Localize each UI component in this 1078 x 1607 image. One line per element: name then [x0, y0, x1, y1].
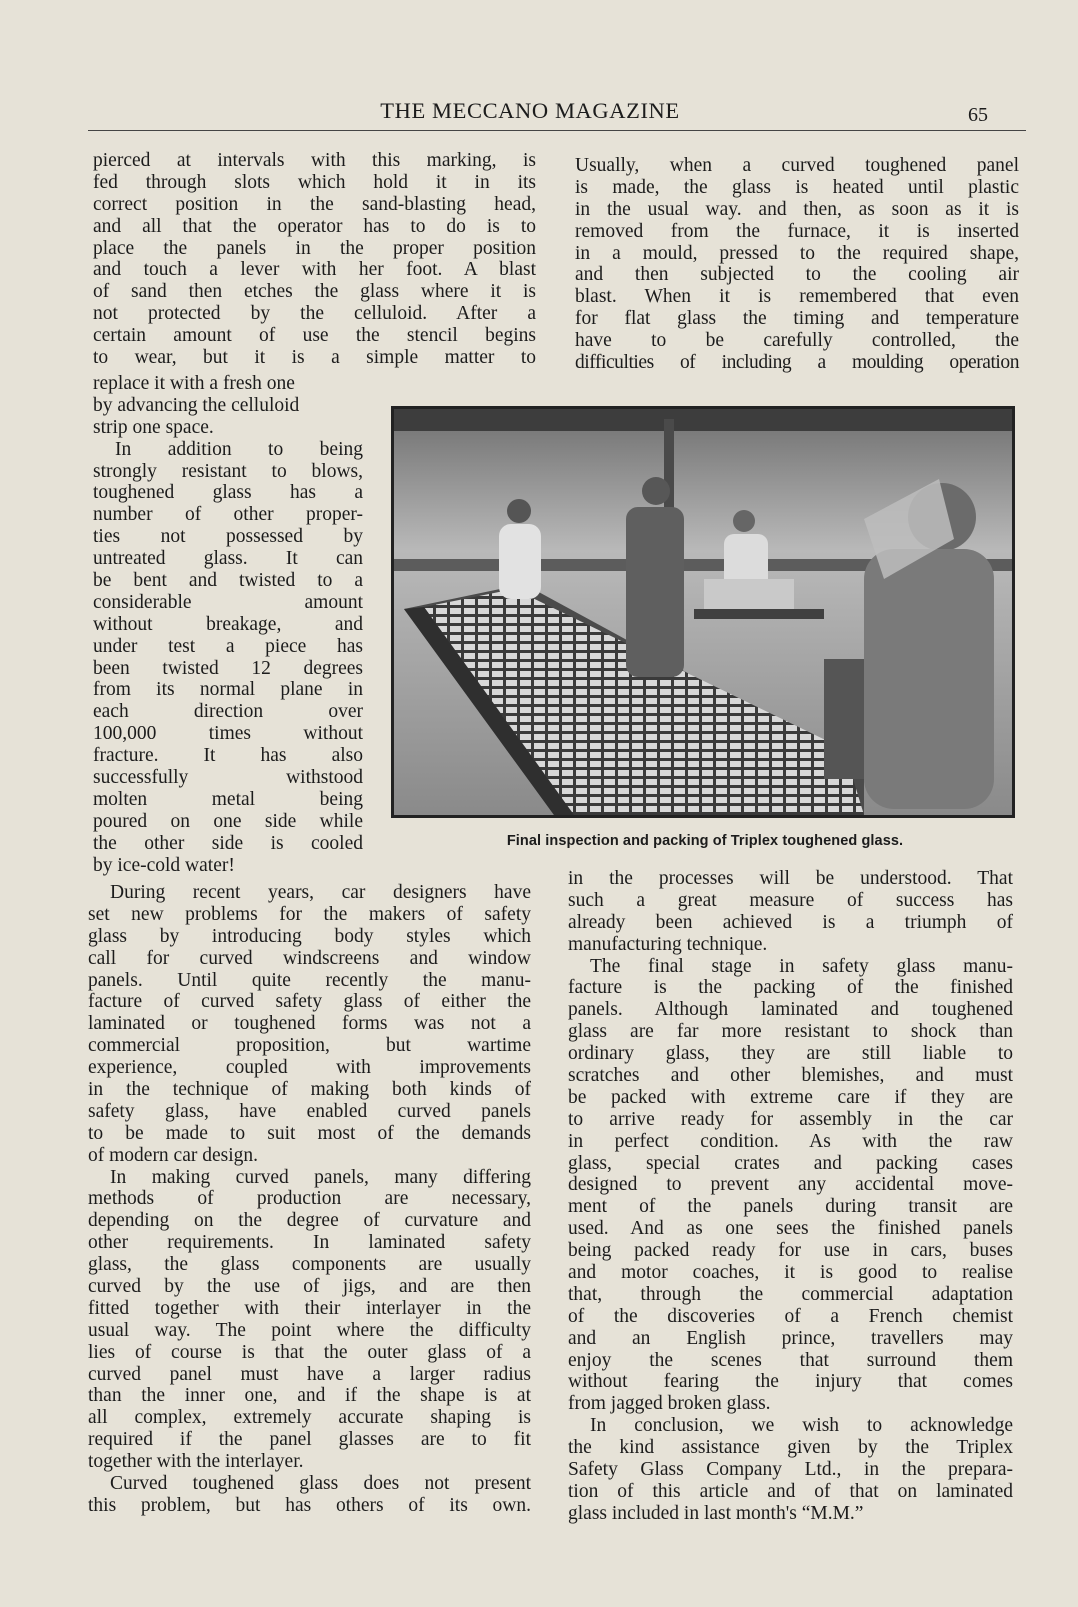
left-column-top — [93, 150, 536, 369]
text-line: usual way. The point where the difficulty — [88, 1319, 531, 1341]
right-column-top — [575, 155, 1019, 374]
text-line: other requirements. In laminated safety — [88, 1232, 531, 1254]
text-line: facture of curved safety glass of either the — [88, 991, 531, 1013]
text-line: of the discoveries of a French chemist — [568, 1305, 1013, 1327]
running-header: THE MECCANO MAGAZINE — [380, 98, 680, 123]
text-line: in the processes will be understood. That — [568, 868, 1013, 889]
text-line: successfully withstood — [93, 767, 363, 789]
text-line: 100,000 times without — [93, 723, 363, 745]
text-line: considerable amount — [93, 591, 363, 613]
text-line: scratches and other blemishes, and must — [568, 1065, 1013, 1087]
text-line: call for curved windscreens and window — [88, 947, 531, 969]
text-line: curved panel must have a larger radius — [88, 1363, 531, 1385]
text-line: and then subjected to the cooling air — [575, 264, 1019, 286]
text-line: correct position in the sand-blasting head, — [93, 193, 536, 215]
text-line: be bent and twisted to a — [93, 570, 363, 592]
text-line: from jagged broken glass. — [568, 1393, 771, 1415]
text-line: toughened glass has a — [93, 482, 363, 504]
text-line: in a mould, pressed to the required shape, — [575, 242, 1019, 264]
text-line: ment of the panels during transit are — [568, 1196, 1013, 1218]
text-line: glass, special crates and packing cases — [568, 1152, 1013, 1174]
text-line: pierced at intervals with this marking, is — [93, 150, 536, 171]
text-line: manufacturing technique. — [568, 933, 768, 955]
text-line: number of other proper- — [93, 504, 363, 526]
text-line: strongly resistant to blows, — [93, 460, 363, 482]
text-line: safety glass, have enabled curved panels — [88, 1100, 531, 1122]
left-column-wrap-text — [93, 373, 363, 876]
text-line: set new problems for the makers of safety — [88, 903, 531, 925]
figure-caption: Final inspection and packing of Triplex toughened glass. — [506, 833, 904, 849]
text-line: During recent years, car designers have — [110, 882, 531, 903]
text-line: In conclusion, we wish to acknowledge — [590, 1415, 1013, 1437]
text-line: all complex, extremely accurate shaping is — [88, 1407, 531, 1429]
text-line: in the usual way. and then, as soon as it is — [575, 198, 1019, 220]
text-line: than the inner one, and if the shape is at — [88, 1385, 531, 1407]
text-line: lies of course is that the outer glass of a — [88, 1341, 531, 1363]
text-line: curved by the use of jigs, and are then — [88, 1276, 531, 1298]
text-line: without fearing the injury that comes — [568, 1371, 1013, 1393]
factory-photograph — [391, 406, 1015, 818]
text-line: for flat glass the timing and temperature — [575, 308, 1019, 330]
text-line: laminated or toughened forms was not a — [88, 1013, 531, 1035]
text-line: glass, the glass components are usually — [88, 1254, 531, 1276]
text-line: designed to prevent any accidental move- — [568, 1174, 1013, 1196]
text-line: blast. When it is remembered that even — [575, 286, 1019, 308]
text-line: to arrive ready for assembly in the car — [568, 1108, 1013, 1130]
text-line: In making curved panels, many differing — [110, 1166, 531, 1188]
text-line: in the technique of making both kinds of — [88, 1079, 531, 1101]
text-line: the kind assistance given by the Triplex — [568, 1437, 1013, 1459]
text-line: enjoy the scenes that surround them — [568, 1349, 1013, 1371]
text-line: be packed with extreme care if they are — [568, 1086, 1013, 1108]
text-line: of sand then etches the glass where it is — [93, 281, 536, 303]
text-line: by advancing the celluloid — [93, 394, 300, 416]
text-line: Safety Glass Company Ltd., in the prepara- — [568, 1459, 1013, 1481]
text-line: poured on one side while — [93, 810, 363, 832]
text-line: glass are far more resistant to shock than — [568, 1021, 1013, 1043]
text-line: fitted together with their interlayer in the — [88, 1297, 531, 1319]
page-number: 65 — [968, 104, 988, 126]
text-line: fracture. It has also — [93, 745, 363, 767]
text-line: depending on the degree of curvature and — [88, 1210, 531, 1232]
text-line: Usually, when a curved toughened panel — [575, 155, 1019, 176]
text-line: by ice-cold water! — [93, 854, 235, 876]
text-line: used. And as one sees the finished panels — [568, 1218, 1013, 1240]
text-line: molten metal being — [93, 788, 363, 810]
text-line: and motor coaches, it is good to realise — [568, 1262, 1013, 1284]
text-line: under test a piece has — [93, 635, 363, 657]
left-column-bottom — [88, 882, 531, 1517]
text-line: tion of this article and of that on laminated — [568, 1480, 1013, 1502]
text-line: to be made to suit most of the demands — [88, 1122, 531, 1144]
text-line: removed from the furnace, it is inserted — [575, 220, 1019, 242]
text-line: experience, coupled with improvements — [88, 1057, 531, 1079]
text-line: required if the panel glasses are to fit — [88, 1429, 531, 1451]
text-line: place the panels in the proper position — [93, 237, 536, 259]
text-line: fed through slots which hold it in its — [93, 171, 536, 193]
text-line: glass by introducing body styles which — [88, 925, 531, 947]
text-line: glass included in last month's “M.M.” — [568, 1502, 864, 1524]
text-line: been twisted 12 degrees — [93, 657, 363, 679]
text-line: that, through the commercial adaptation — [568, 1283, 1013, 1305]
text-line: to wear, but it is a simple matter to — [93, 347, 536, 369]
text-line: and an English prince, travellers may — [568, 1327, 1013, 1349]
text-line: Curved toughened glass does not present — [110, 1473, 531, 1495]
text-line: The final stage in safety glass manu- — [590, 955, 1013, 977]
text-line: ties not possessed by — [93, 526, 363, 548]
text-line: such a great measure of success has — [568, 889, 1013, 911]
text-line: untreated glass. It can — [93, 548, 363, 570]
text-line: commercial proposition, but wartime — [88, 1035, 531, 1057]
right-column-bottom — [568, 868, 1013, 1525]
text-line: and all that the operator has to do is to — [93, 215, 536, 237]
text-line: panels. Until quite recently the manu- — [88, 969, 531, 991]
text-line: in perfect condition. As with the raw — [568, 1130, 1013, 1152]
text-line: strip one space. — [93, 416, 214, 438]
text-line: of modern car design. — [88, 1144, 259, 1166]
text-line: and touch a lever with her foot. A blast — [93, 259, 536, 281]
text-line: replace it with a fresh one — [93, 373, 295, 394]
text-line: facture is the packing of the finished — [568, 977, 1013, 999]
text-line: is made, the glass is heated until plastic — [575, 176, 1019, 198]
text-line: without breakage, and — [93, 613, 363, 635]
text-line: have to be carefully controlled, the — [575, 330, 1019, 352]
text-line: not protected by the celluloid. After a — [93, 303, 536, 325]
text-line: certain amount of use the stencil begins — [93, 325, 536, 347]
text-line: being packed ready for use in cars, buses — [568, 1240, 1013, 1262]
text-line: panels. Although laminated and toughened — [568, 999, 1013, 1021]
text-line: methods of production are necessary, — [88, 1188, 531, 1210]
text-line: ordinary glass, they are still liable to — [568, 1043, 1013, 1065]
text-line: already been achieved is a triumph of — [568, 911, 1013, 933]
text-line: from its normal plane in — [93, 679, 363, 701]
text-line: together with the interlayer. — [88, 1451, 304, 1473]
text-line: the other side is cooled — [93, 832, 363, 854]
text-line: each direction over — [93, 701, 363, 723]
text-line: In addition to being — [115, 438, 363, 460]
text-line: difficulties of including a moulding operation — [575, 352, 1019, 374]
header-rule — [88, 130, 1026, 131]
text-line: this problem, but has others of its own. — [88, 1494, 531, 1516]
